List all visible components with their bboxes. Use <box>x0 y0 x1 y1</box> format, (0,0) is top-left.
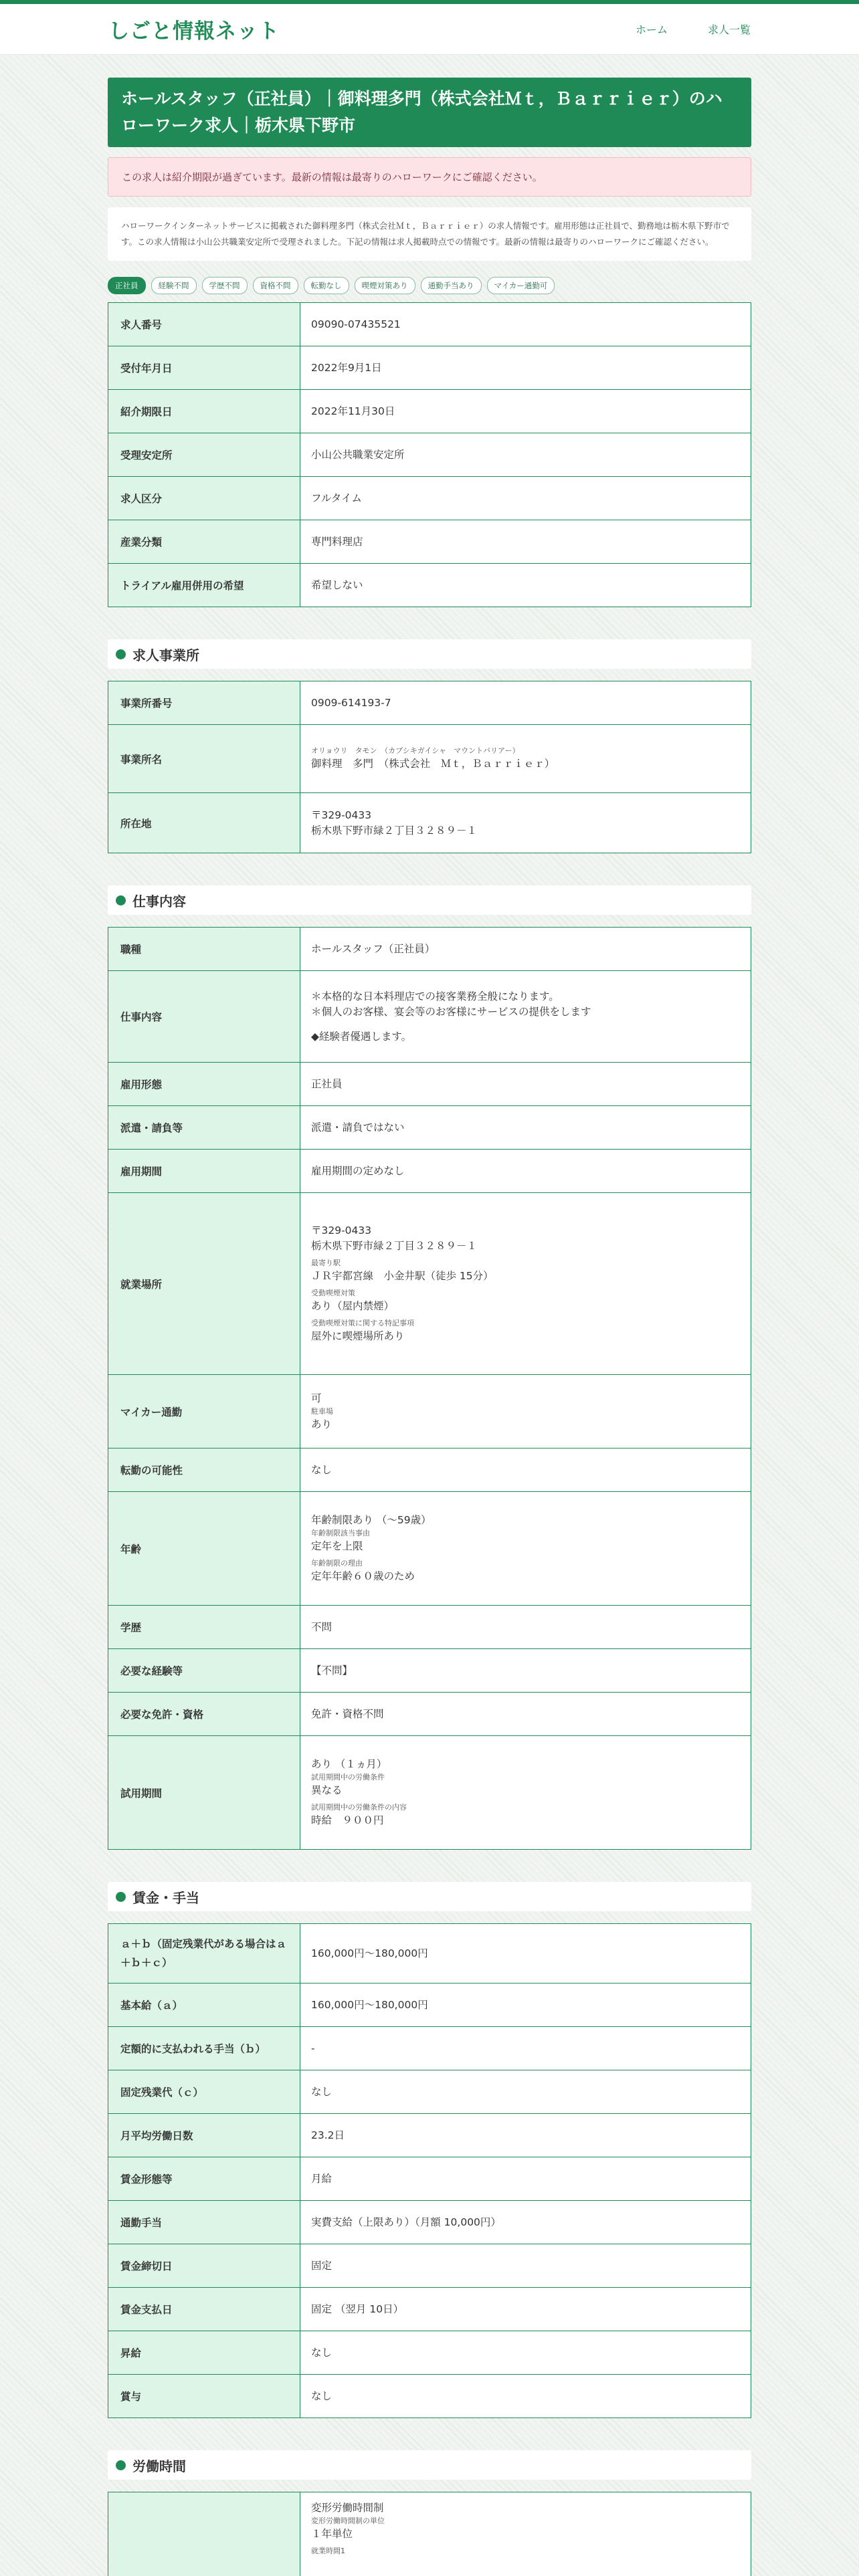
row-label: 産業分類 <box>108 520 300 564</box>
trial-period-cell <box>300 1736 751 1850</box>
section-title: 仕事内容 <box>132 893 186 909</box>
transfer: なし <box>300 1448 751 1492</box>
table-row <box>108 303 751 346</box>
work-location-cell <box>300 1193 751 1375</box>
table-row <box>108 390 751 433</box>
sub-label: 受動喫煙対策に関する特記事項 <box>311 1319 414 1327</box>
fixed-allowance: - <box>300 2027 751 2070</box>
section-wage-heading <box>108 1882 751 1911</box>
sub-label: 試用期間中の労働条件 <box>311 1773 385 1782</box>
company-table <box>108 681 751 853</box>
bullet-dot-icon <box>116 1892 126 1902</box>
row-label: 賃金形態等 <box>108 2157 300 2201</box>
tag-no-experience: 経験不問 <box>151 277 197 294</box>
row-label: トライアル雇用併用の希望 <box>108 564 300 607</box>
tag-no-license: 資格不問 <box>253 277 298 294</box>
table-row <box>108 564 751 607</box>
sub-label: 駐車場 <box>311 1406 333 1416</box>
overview-table <box>108 302 751 607</box>
company-address: 栃木県下野市緑２丁目３２８９－１ <box>311 824 478 837</box>
trial-condition: 異なる <box>311 1784 343 1796</box>
row-label: 事業所番号 <box>108 681 300 725</box>
job-number: 09090-07435521 <box>300 303 751 346</box>
sub-label: 最寄り駅 <box>311 1259 341 1267</box>
tag-any-education: 学歴不問 <box>202 277 248 294</box>
table-row <box>108 971 751 1063</box>
row-label: 学歴 <box>108 1606 300 1649</box>
table-row <box>108 1983 751 2027</box>
bullet-dot-icon <box>116 649 126 659</box>
table-row <box>108 1150 751 1193</box>
section-title: 賃金・手当 <box>132 1889 199 1906</box>
table-row <box>108 1063 751 1106</box>
table-row <box>108 1649 751 1693</box>
nearest-station: ＪＲ宇都宮線 小金井駅（徒歩 15分） <box>311 1270 494 1282</box>
row-label: 受付年月日 <box>108 346 300 390</box>
row-label: 月平均労働日数 <box>108 2114 300 2157</box>
row-label: 仕事内容 <box>108 971 300 1063</box>
intro-text: ハローワークインターネットサービスに掲載された御料理多門（株式会社Ｍｔ，Ｂａｒｒｉｅｒ）の求人情報です。雇用形態は正社員で、勤務地は栃木県下野市です。この求人情報は小山公共職業安定所で受理されました。下記の情報は求人掲載時点での情報です。最新の情報は最寄りのハローワークにご確認ください。 <box>108 207 751 261</box>
table-row <box>108 1448 751 1492</box>
table-row <box>108 477 751 520</box>
table-row <box>108 2027 751 2070</box>
car-commute-cell <box>300 1375 751 1448</box>
table-row <box>108 928 751 971</box>
row-label: 雇用期間 <box>108 1150 300 1193</box>
table-row <box>108 725 751 793</box>
age-limit: 年齢制限あり （〜59歳） <box>311 1514 432 1526</box>
pay-day: 固定 （翌月 10日） <box>300 2288 751 2331</box>
hours-table <box>108 2492 751 2576</box>
nav-job-list-link[interactable]: 求人一覧 <box>707 23 751 36</box>
row-label: 賃金支払日 <box>108 2288 300 2331</box>
row-label: 求人番号 <box>108 303 300 346</box>
table-row <box>108 2492 751 2576</box>
table-row <box>108 520 751 564</box>
tag-no-transfer: 転勤なし <box>304 277 349 294</box>
company-number: 0909-614193-7 <box>300 681 751 725</box>
site-header <box>0 4 859 55</box>
job-desc-line: ◆経験者優遇します。 <box>311 1030 412 1043</box>
employment-type: 正社員 <box>300 1063 751 1106</box>
section-title: 労働時間 <box>132 2458 186 2474</box>
sub-label: 変形労働時間制の単位 <box>311 2516 385 2525</box>
dispatch: 派遣・請負ではない <box>300 1106 751 1150</box>
row-label: 固定残業代（ｃ） <box>108 2070 300 2114</box>
table-row <box>108 2157 751 2201</box>
table-row <box>108 2331 751 2375</box>
trial-period: あり （１ヵ月） <box>311 1758 387 1770</box>
license: 免許・資格不問 <box>300 1693 751 1736</box>
row-label: 定額的に支払われる手当（ｂ） <box>108 2027 300 2070</box>
row-label: 求人区分 <box>108 477 300 520</box>
job-role: ホールスタッフ（正社員） <box>300 928 751 971</box>
row-label: マイカー通勤 <box>108 1375 300 1448</box>
table-row <box>108 1375 751 1448</box>
section-title: 求人事業所 <box>132 647 199 663</box>
table-row <box>108 2070 751 2114</box>
site-logo[interactable]: しごと情報ネット <box>108 19 280 43</box>
table-row <box>108 681 751 725</box>
table-row <box>108 2244 751 2288</box>
table-row <box>108 1106 751 1150</box>
sub-label: 受動喫煙対策 <box>311 1289 355 1297</box>
fixed-overtime: なし <box>300 2070 751 2114</box>
row-label: 必要な免許・資格 <box>108 1693 300 1736</box>
loc-postal: 〒329-0433 <box>311 1224 372 1237</box>
tag-smoking-measures: 喫煙対策あり <box>355 277 415 294</box>
employment-period: 雇用期間の定めなし <box>300 1150 751 1193</box>
base-salary: 160,000円〜180,000円 <box>300 1983 751 2027</box>
row-label: 賃金締切日 <box>108 2244 300 2288</box>
sub-label: 年齢制限該当事由 <box>311 1529 370 1537</box>
row-label: 受理安定所 <box>108 433 300 477</box>
bullet-dot-icon <box>116 2460 126 2470</box>
table-row <box>108 793 751 853</box>
work-days: 23.2日 <box>300 2114 751 2157</box>
row-label: 派遣・請負等 <box>108 1106 300 1150</box>
work-table <box>108 927 751 1850</box>
table-row <box>108 2201 751 2244</box>
nav-home-link[interactable]: ホーム <box>635 23 668 36</box>
deadline-date: 2022年11月30日 <box>300 390 751 433</box>
smoking-measures: あり（屋内禁煙） <box>311 1300 395 1312</box>
hours-unit: １年単位 <box>311 2528 353 2540</box>
table-row <box>108 1193 751 1375</box>
job-desc-line: ＊個人のお客様、宴会等のお客様にサービスの提供をします <box>311 1005 591 1018</box>
section-hours-heading <box>108 2450 751 2480</box>
main-content <box>108 78 751 2576</box>
row-label: ａ＋ｂ（固定残業代がある場合はａ＋ｂ＋ｃ） <box>108 1924 300 1983</box>
table-row <box>108 2288 751 2331</box>
table-row <box>108 1736 751 1850</box>
loc-address: 栃木県下野市緑２丁目３２８９－１ <box>311 1240 478 1252</box>
tag-full-time: 正社員 <box>108 277 146 294</box>
sub-label: 年齢制限の理由 <box>311 1559 363 1568</box>
row-label: 職種 <box>108 928 300 971</box>
row-label: 必要な経験等 <box>108 1649 300 1693</box>
work-hours-cell <box>300 2492 751 2576</box>
table-row <box>108 1693 751 1736</box>
pay-raise: なし <box>300 2331 751 2375</box>
job-description-cell <box>300 971 751 1063</box>
smoking-note: 屋外に喫煙場所あり <box>311 1330 405 1342</box>
row-label: 賞与 <box>108 2375 300 2418</box>
row-label: 就業場所 <box>108 1193 300 1375</box>
age-cell <box>300 1492 751 1606</box>
company-name-cell <box>300 725 751 793</box>
row-label: 通勤手当 <box>108 2201 300 2244</box>
company-postal: 〒329-0433 <box>311 809 372 821</box>
row-label: 基本給（ａ） <box>108 1983 300 2027</box>
row-label: 雇用形態 <box>108 1063 300 1106</box>
section-company-heading <box>108 639 751 669</box>
company-name-kana: オリョウリ タモン （カブシキガイシャ マウントバリアー） <box>311 746 520 755</box>
table-row <box>108 1924 751 1983</box>
company-address-cell <box>300 793 751 853</box>
sub-label: 就業時間1 <box>311 2547 345 2555</box>
row-label: 年齢 <box>108 1492 300 1606</box>
receiving-office: 小山公共職業安定所 <box>300 433 751 477</box>
tag-list <box>108 277 751 294</box>
hours-system: 変形労働時間制 <box>311 2502 384 2514</box>
wage-form: 月給 <box>300 2157 751 2201</box>
table-row <box>108 2375 751 2418</box>
commute-allowance: 実費支給（上限あり）（月額 10,000円） <box>300 2201 751 2244</box>
row-label: 所在地 <box>108 793 300 853</box>
wage-total: 160,000円〜180,000円 <box>300 1924 751 1983</box>
experience: 【不問】 <box>300 1649 751 1693</box>
row-label: 試用期間 <box>108 1736 300 1850</box>
trial-detail: 時給 ９００円 <box>311 1814 384 1826</box>
bullet-dot-icon <box>116 895 126 905</box>
table-row <box>108 346 751 390</box>
table-row <box>108 2114 751 2157</box>
job-desc-line: ＊本格的な日本料理店での接客業務全般になります。 <box>311 990 559 1002</box>
expired-alert: この求人は紹介期限が過ぎています。最新の情報は最寄りのハローワークにご確認ください。 <box>108 157 751 197</box>
tag-car-commute: マイカー通勤可 <box>487 277 555 294</box>
section-work-heading <box>108 885 751 915</box>
row-label: 転勤の可能性 <box>108 1448 300 1492</box>
table-row <box>108 1606 751 1649</box>
trial-employment: 希望しない <box>300 564 751 607</box>
tag-commute-allowance: 通勤手当あり <box>421 277 482 294</box>
main-nav <box>636 21 751 37</box>
job-category: フルタイム <box>300 477 751 520</box>
row-label: 昇給 <box>108 2331 300 2375</box>
table-row <box>108 1492 751 1606</box>
bonus: なし <box>300 2375 751 2418</box>
row-label: 紹介期限日 <box>108 390 300 433</box>
table-row <box>108 433 751 477</box>
age-why: 定年年齢６０歳のため <box>311 1570 415 1582</box>
wage-closing: 固定 <box>300 2244 751 2288</box>
age-reason: 定年を上限 <box>311 1540 363 1552</box>
received-date: 2022年9月1日 <box>300 346 751 390</box>
row-label: 事業所名 <box>108 725 300 793</box>
wage-table <box>108 1923 751 2418</box>
parking: あり <box>311 1418 332 1430</box>
industry: 専門料理店 <box>300 520 751 564</box>
car-commute: 可 <box>311 1392 322 1404</box>
company-name: 御料理 多門 （株式会社 Ｍｔ，Ｂａｒｒｉｅｒ） <box>311 758 555 770</box>
sub-label: 試用期間中の労働条件の内容 <box>311 1803 407 1812</box>
education: 不問 <box>300 1606 751 1649</box>
row-label <box>108 2492 300 2576</box>
job-title: ホールスタッフ（正社員）｜御料理多門（株式会社Ｍｔ，Ｂａｒｒｉｅｒ）のハローワーク求人｜栃木県下野市 <box>108 78 751 147</box>
